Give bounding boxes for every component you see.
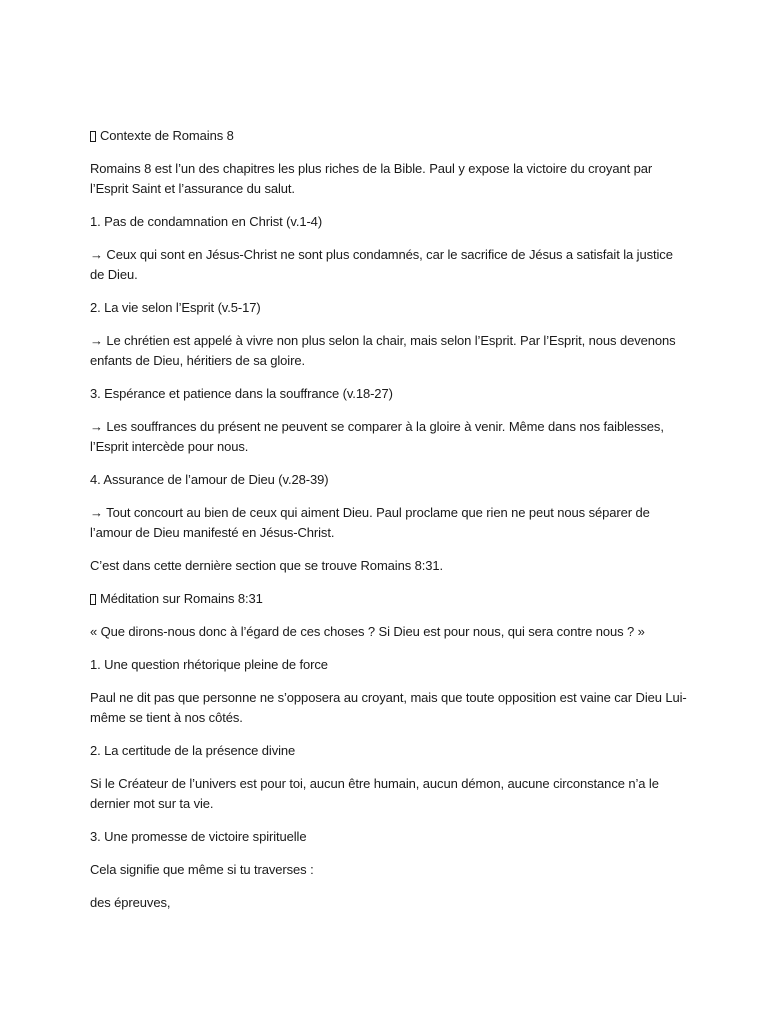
meditation-heading-1: 1. Une question rhétorique pleine de force [90, 657, 328, 672]
point-body-2: → Le chrétien est appelé à vivre non plus selon la chair, mais selon l’Esprit. Par l’Esprit, nous devenons enfants de Dieu, héritiers de sa gloire. [90, 333, 676, 368]
missing-glyph-icon [90, 594, 96, 605]
heading-text: Contexte de Romains 8 [100, 128, 234, 143]
meditation-heading-3: 3. Une promesse de victoire spirituelle [90, 829, 307, 844]
context-conclusion: C’est dans cette dernière section que se trouve Romains 8:31. [90, 558, 444, 573]
meditation-body-1: Paul ne dit pas que personne ne s’opposera au croyant, mais que toute opposition est vaine car Dieu Lui-même se tient à nos côtés. [90, 690, 687, 725]
point-heading-3: 3. Espérance et patience dans la souffrance (v.18-27) [90, 386, 393, 401]
meditation-body-2: Si le Créateur de l’univers est pour toi, aucun être humain, aucun démon, aucune circonstance n’a le dernier mot sur ta vie. [90, 776, 659, 811]
point-heading-4: 4. Assurance de l’amour de Dieu (v.28-39) [90, 472, 329, 487]
list-item-trials: des épreuves, [90, 895, 171, 910]
intro-paragraph: Romains 8 est l’un des chapitres les plus riches de la Bible. Paul y expose la victoire du croyant par l’Esprit Saint et l’assurance du salut. [90, 161, 653, 196]
section-heading-context [90, 126, 690, 146]
point-body-1: → Ceux qui sont en Jésus-Christ ne sont plus condamnés, car le sacrifice de Jésus a satisfait la justice de Dieu. [90, 247, 673, 282]
point-heading-2: 2. La vie selon l’Esprit (v.5-17) [90, 300, 261, 315]
point-body-3: → Les souffrances du présent ne peuvent se comparer à la gloire à venir. Même dans nos faiblesses, l’Esprit intercède pour nous. [90, 419, 664, 454]
point-body-4: → Tout concourt au bien de ceux qui aiment Dieu. Paul proclame que rien ne peut nous séparer de l’amour de Dieu manifesté en Jésus-Christ. [90, 505, 650, 540]
verse-quote: « Que dirons-nous donc à l’égard de ces choses ? Si Dieu est pour nous, qui sera contre nous ? » [90, 624, 645, 639]
point-heading-1: 1. Pas de condamnation en Christ (v.1-4) [90, 214, 323, 229]
meditation-heading-2: 2. La certitude de la présence divine [90, 743, 296, 758]
section-heading-meditation [90, 589, 690, 609]
missing-glyph-icon [90, 131, 96, 142]
heading-text: Méditation sur Romains 8:31 [100, 591, 263, 606]
meditation-body-3: Cela signifie que même si tu traverses : [90, 862, 314, 877]
document-page [90, 126, 690, 926]
